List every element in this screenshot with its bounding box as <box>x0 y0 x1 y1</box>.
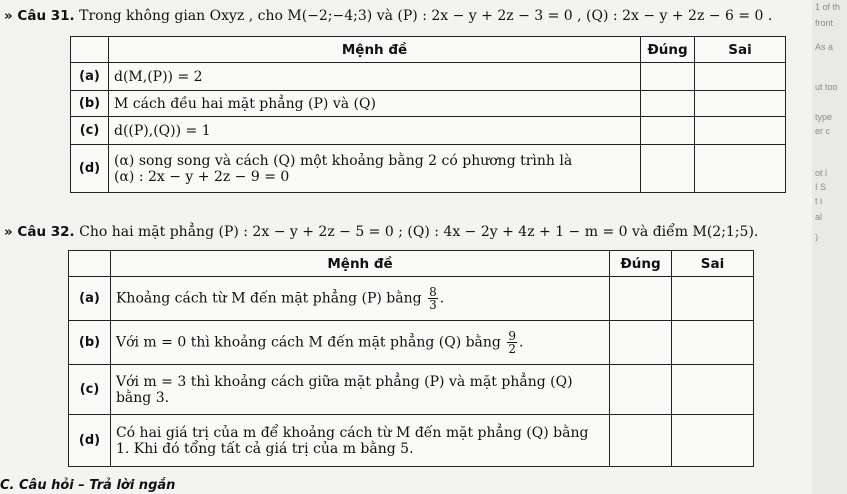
question-31-number: » Câu 31. <box>4 8 75 24</box>
q32-row-a-end: . <box>439 290 445 307</box>
q32-row-c-false-cell[interactable] <box>672 365 754 415</box>
q31-row-d-line1: (α) song song và cách (Q) một khoảng bằng 2 có phương trình là <box>113 152 573 169</box>
q31-row-b-false-cell[interactable] <box>695 91 786 117</box>
q31-row-c-true-cell[interactable] <box>641 117 695 145</box>
q31-header-false: Sai <box>695 37 786 63</box>
q32-row-a-text <box>110 277 609 321</box>
q32-row-d-label: (d) <box>69 415 111 467</box>
q31-row-c-false-cell[interactable] <box>695 117 786 145</box>
q31-row-c-label: (c) <box>71 117 109 145</box>
q32-row-c <box>69 365 754 415</box>
section-c-heading: C. Câu hỏi – Trả lời ngắn <box>0 478 176 493</box>
q32-row-a-frac-den: 3 <box>429 298 437 312</box>
margin-fragment: ut too <box>815 82 838 92</box>
q31-header-label-empty <box>71 37 109 63</box>
q31-row-d-line2: (α) : 2x − y + 2z − 9 = 0 <box>113 168 290 185</box>
question-31-title <box>4 8 772 24</box>
q32-row-a-label: (a) <box>69 277 111 321</box>
q32-row-d <box>69 415 754 467</box>
question-31-text: Trong không gian Oxyz , cho M(−2;−4;3) và (P) : 2x − y + 2z − 3 = 0 , (Q) : 2x − y + 2z − 6 = 0 . <box>79 8 773 24</box>
q31-row-d-text <box>108 145 640 193</box>
q32-row-a-statement: Khoảng cách từ M đến mặt phẳng (P) bằng <box>115 290 422 307</box>
q32-row-a-true-cell[interactable] <box>610 277 672 321</box>
q31-row-d-label: (d) <box>71 145 109 193</box>
q31-row-b-label: (b) <box>71 91 109 117</box>
q32-row-a-fraction <box>428 286 438 311</box>
q32-row-a-frac-num: 8 <box>429 285 437 299</box>
q31-row-b <box>71 91 786 117</box>
q31-row-c <box>71 117 786 145</box>
q32-row-b-end: . <box>518 334 524 351</box>
q32-row-b-true-cell[interactable] <box>610 321 672 365</box>
q32-row-b-frac-num: 9 <box>508 329 516 343</box>
q32-row-d-line2: 1. Khi đó tổng tất cả giá trị của m bằng 5. <box>115 440 414 457</box>
margin-fragment: ot l <box>815 168 828 178</box>
margin-fragment: ) <box>815 232 818 242</box>
q32-header-true: Đúng <box>610 251 672 277</box>
q32-row-b-text <box>110 321 609 365</box>
q32-row-d-line1: Có hai giá trị của m để khoảng cách từ M đến mặt phẳng (Q) bằng <box>115 424 589 441</box>
q31-header-statement: Mệnh đề <box>108 37 640 63</box>
q32-row-b-fraction <box>507 330 517 355</box>
question-31-table <box>70 36 786 193</box>
q32-row-c-text <box>110 365 609 415</box>
q31-row-a-true-cell[interactable] <box>641 63 695 91</box>
question-32-title <box>4 224 758 240</box>
q32-row-c-line1: Với m = 3 thì khoảng cách giữa mặt phẳng (P) và mặt phẳng (Q) <box>115 373 573 390</box>
q31-row-b-true-cell[interactable] <box>641 91 695 117</box>
margin-fragment: al <box>815 212 823 222</box>
q32-row-b-label: (b) <box>69 321 111 365</box>
q32-row-b-false-cell[interactable] <box>672 321 754 365</box>
q31-row-a-false-cell[interactable] <box>695 63 786 91</box>
margin-fragment: er c <box>815 126 831 136</box>
margin-fragment: As a <box>815 42 834 52</box>
q32-header-label-empty <box>69 251 111 277</box>
q31-row-d <box>71 145 786 193</box>
q31-row-a-text: d(M,(P)) = 2 <box>108 63 640 91</box>
q32-row-b-frac-den: 2 <box>508 342 516 356</box>
q32-row-d-text <box>110 415 609 467</box>
question-32-table <box>68 250 754 467</box>
question-32-number: » Câu 32. <box>4 224 75 240</box>
q32-row-c-label: (c) <box>69 365 111 415</box>
q32-row-c-line2: bằng 3. <box>115 389 170 406</box>
q32-header-false: Sai <box>672 251 754 277</box>
q31-row-d-false-cell[interactable] <box>695 145 786 193</box>
margin-fragment: front <box>815 18 834 28</box>
q31-row-b-text: M cách đều hai mặt phẳng (P) và (Q) <box>108 91 640 117</box>
q31-header-true: Đúng <box>641 37 695 63</box>
q32-row-d-false-cell[interactable] <box>672 415 754 467</box>
q32-row-c-true-cell[interactable] <box>610 365 672 415</box>
q31-row-a-label: (a) <box>71 63 109 91</box>
q31-row-d-true-cell[interactable] <box>641 145 695 193</box>
margin-fragment: I S <box>815 182 827 192</box>
q31-row-c-text: d((P),(Q)) = 1 <box>108 117 640 145</box>
q32-row-b-statement: Với m = 0 thì khoảng cách M đến mặt phẳng (Q) bằng <box>115 334 501 351</box>
q32-row-b <box>69 321 754 365</box>
q31-row-a <box>71 63 786 91</box>
q32-row-a <box>69 277 754 321</box>
q32-row-a-false-cell[interactable] <box>672 277 754 321</box>
q32-header-statement: Mệnh đề <box>110 251 609 277</box>
page-margin-bleed <box>812 0 847 494</box>
question-32-text: Cho hai mặt phẳng (P) : 2x − y + 2z − 5 = 0 ; (Q) : 4x − 2y + 4z + 1 − m = 0 và điểm M(2;1;5). <box>79 224 759 240</box>
q32-row-d-true-cell[interactable] <box>610 415 672 467</box>
margin-fragment: 1 of th <box>815 2 841 12</box>
margin-fragment: type <box>815 112 833 122</box>
margin-fragment: t i <box>815 196 823 206</box>
